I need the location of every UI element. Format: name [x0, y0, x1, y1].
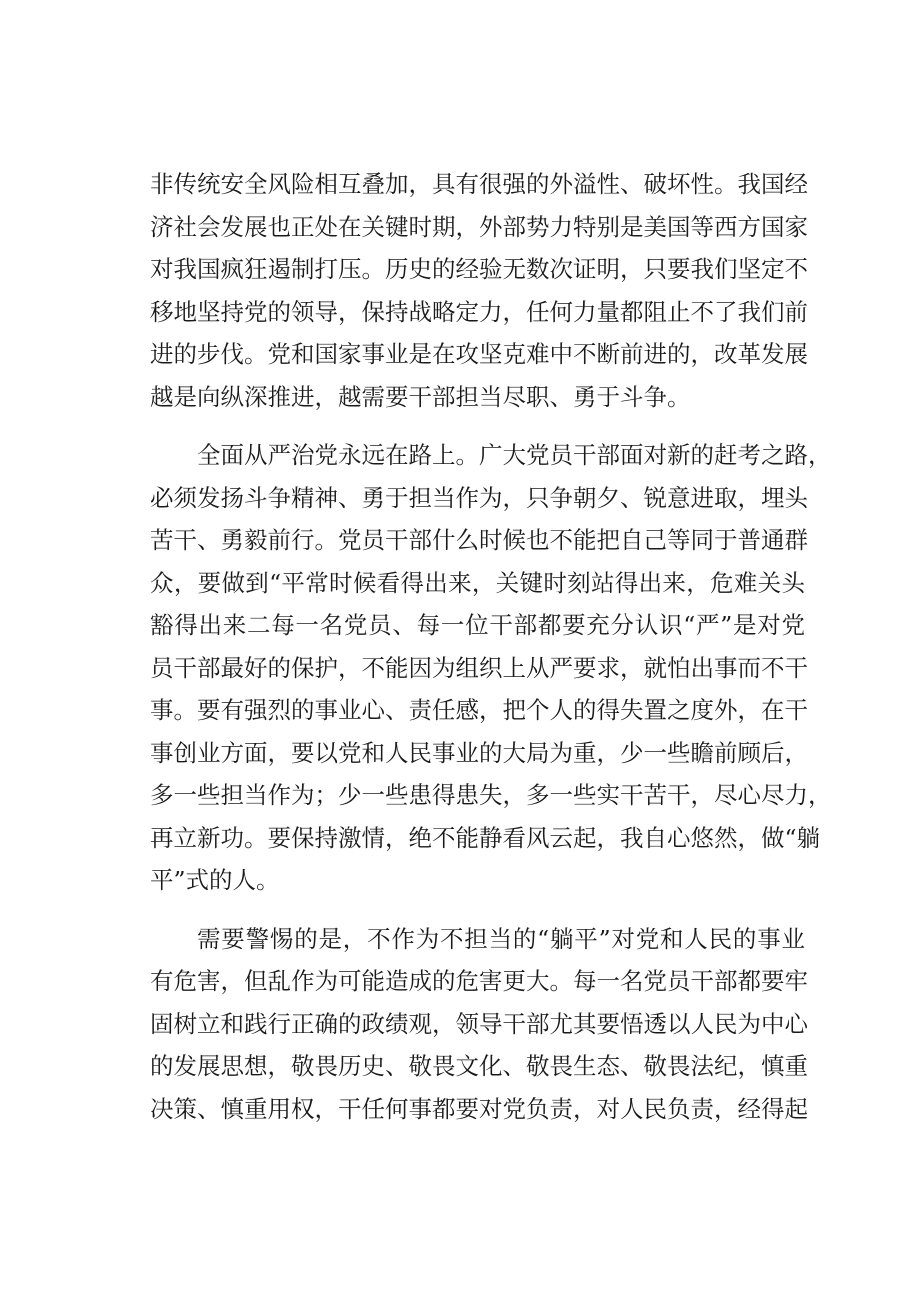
text-line: 进的步伐。党和国家事业是在攻坚克难中不断前进的，改革发展	[150, 340, 808, 368]
paragraph	[150, 163, 808, 418]
article-body	[150, 163, 832, 1130]
text-line: 需要警惕的是，不作为不担当的“躺平”对党和人民的事业	[197, 924, 805, 953]
text-line: 有危害，但乱作为可能造成的危害更大。每一名党员干部都要牢	[150, 967, 808, 995]
text-line: 非传统安全风险相互叠加，具有很强的外溢性、破坏性。我国经	[150, 170, 808, 198]
text-line: 众，要做到“平常时候看得出来，关键时刻站得出来，危难关头	[150, 568, 805, 597]
text-line: 济社会发展也正处在关键时期，外部势力特别是美国等西方国家	[150, 212, 808, 241]
text-line: 移地坚持党的领导，保持战略定力，任何力量都阻止不了我们前	[150, 297, 808, 326]
paragraph	[150, 918, 808, 1131]
paragraph-spacer	[150, 418, 805, 434]
text-line: 对我国疯狂遏制打压。历史的经验无数次证明，只要我们坚定不	[150, 255, 808, 283]
paragraph	[150, 434, 832, 902]
text-line: 必须发扬斗争精神、勇于担当作为，只争朝夕、锐意进取，埋头	[150, 483, 808, 512]
text-line: 豁得出来二每一名党员、每一位干部都要充分认识“严”是对党	[150, 611, 805, 639]
text-line: 固树立和践行正确的政绩观，领导干部尤其要悟透以人民为中心	[150, 1009, 808, 1038]
text-line: 全面从严治党永远在路上。广大党员干部面对新的赶考之路，	[197, 441, 832, 469]
text-line: 再立新功。要保持激情，绝不能静看风云起，我自心悠然，做“躺	[150, 823, 821, 852]
text-line: 决策、慎重用权，干任何事都要对党负责，对人民负责，经得起	[150, 1094, 808, 1123]
text-line: 平”式的人。	[150, 866, 280, 894]
text-line: 多一些担当作为；少一些患得患失，多一些实干苦干，尽心尽力，	[150, 781, 832, 809]
text-line: 的发展思想，敬畏历史、敬畏文化、敬畏生态、敬畏法纪，慎重	[150, 1052, 808, 1080]
text-line: 事创业方面，要以党和人民事业的大局为重，少一些瞻前顾后，	[150, 738, 808, 767]
text-line: 事。要有强烈的事业心、责任感，把个人的得失置之度外，在干	[150, 696, 808, 724]
text-line: 苦干、勇毅前行。党员干部什么时候也不能把自己等同于普通群	[150, 526, 808, 554]
text-line: 员干部最好的保护，不能因为组织上从严要求，就怕出事而不干	[150, 653, 808, 682]
text-line: 越是向纵深推进，越需要干部担当尽职、勇于斗争。	[150, 382, 691, 411]
paragraph-spacer	[150, 902, 805, 918]
